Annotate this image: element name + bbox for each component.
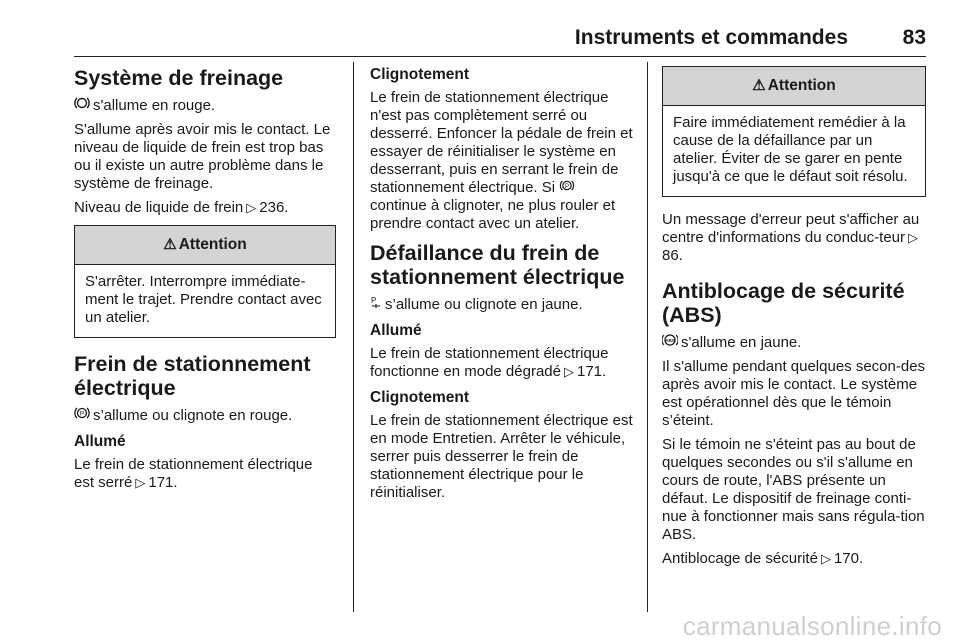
page-ref-link[interactable]: 236. bbox=[259, 199, 289, 216]
parking-indicator-line: P s’allume ou clignote en rouge. bbox=[74, 406, 336, 425]
page-ref-link[interactable]: 86. bbox=[662, 247, 683, 264]
attention-body: S'arrêter. Interrompre immédiate-ment le trajet. Prendre contact avec un atelier. bbox=[85, 273, 322, 326]
page-header bbox=[0, 0, 960, 58]
svg-text:ABS: ABS bbox=[665, 338, 675, 343]
page-ref-link[interactable]: 171. bbox=[148, 474, 178, 491]
parking-brake-icon bbox=[559, 179, 575, 197]
abs-icon bbox=[662, 333, 678, 352]
subheading-flashing: Clignotement bbox=[370, 389, 470, 406]
attention-box bbox=[74, 225, 336, 338]
subheading-flashing: Clignotement bbox=[370, 66, 470, 83]
attention-box bbox=[662, 66, 926, 197]
page-ref-link[interactable]: 171. bbox=[576, 363, 607, 380]
paragraph-degraded: Le frein de stationnement électrique fonctionne en mode dégradé ▷ 171. bbox=[370, 345, 609, 380]
page-number: 83 bbox=[902, 26, 926, 49]
page-ref-icon: ▷ bbox=[820, 551, 831, 566]
watermark: carmanualsonline.info bbox=[682, 611, 942, 641]
attention-body: Faire immédiatement remédier à la cause de la défaillance par un atelier. Éviter de se garer en pente jusqu'à ce que le défaut soit résolu. bbox=[673, 114, 908, 185]
attention-header: ⚠ Attention bbox=[663, 67, 925, 106]
page-ref-icon: ▷ bbox=[246, 200, 257, 215]
section-title-abs: Antiblocage de sécurité (ABS) bbox=[662, 279, 905, 327]
fault-indicator-line: P s’allume ou clignote en jaune. bbox=[371, 296, 583, 313]
header-rule bbox=[74, 56, 926, 57]
section-title-brake-system: Système de freinage bbox=[74, 66, 284, 90]
paragraph: Si le témoin ne s'éteint pas au bout de quelques secondes ou s'il s'allume en cours de route, l'ABS présente un défaut. Le dispositif de freinage conti-nue à fonctionner mais sans régula-tion ABS. bbox=[662, 436, 925, 543]
paragraph-abs-ref: Antiblocage de sécurité ▷ 170. bbox=[662, 550, 864, 567]
parking-brake-icon bbox=[74, 406, 90, 425]
svg-text:P: P bbox=[371, 296, 377, 305]
paragraph: Il s'allume pendant quelques secon-des après avoir mis le contact. Le système est opérationnel dès que le témoin s’éteint. bbox=[662, 358, 926, 429]
subheading-on: Allumé bbox=[370, 322, 422, 339]
page-ref-link[interactable]: 170. bbox=[833, 550, 864, 567]
brake-warning-icon bbox=[74, 96, 90, 115]
paragraph-flashing: Le frein de stationnement électrique n'est pas complètement serré ou desserré. Enfoncer la pédale de frein et essayer de réinitialiser le système en desserrant, puis en serrant le frein de stationnement électrique. Si P continue à clignoter, ne plus rouler et prendre contact avec un atelier. bbox=[370, 89, 633, 232]
svg-text:P: P bbox=[565, 183, 570, 190]
warning-icon: ⚠ bbox=[163, 236, 177, 253]
column-divider-2 bbox=[647, 62, 648, 612]
column-3 bbox=[662, 58, 926, 574]
column-divider-1 bbox=[353, 62, 354, 612]
subheading-on: Allumé bbox=[74, 433, 126, 450]
section-title-parking-fault: Défaillance du frein de stationnement électrique bbox=[370, 241, 625, 289]
paragraph-fluid-ref: Niveau de liquide de frein ▷ 236. bbox=[74, 199, 289, 216]
paragraph: S'allume après avoir mis le contact. Le niveau de liquide de frein est trop bas ou il existe un autre problème dans le système de freinage. bbox=[74, 121, 331, 192]
page-ref-icon: ▷ bbox=[908, 230, 918, 245]
section-title-parking-brake: Frein de stationnement électrique bbox=[74, 352, 311, 400]
paragraph-service-mode: Le frein de stationnement électrique est en mode Entretien. Arrêter le véhicule, serrer puis desserrer le frein de stationnement électrique pour le réinitialiser. bbox=[370, 412, 633, 501]
page-ref-icon: ▷ bbox=[135, 475, 146, 490]
brake-indicator-line: s'allume en rouge. bbox=[74, 96, 336, 115]
svg-text:P: P bbox=[79, 410, 85, 418]
page-ref-icon: ▷ bbox=[563, 364, 574, 379]
header-title: Instruments et commandes bbox=[574, 26, 848, 49]
paragraph-parking-on: Le frein de stationnement électrique est serré ▷ 171. bbox=[74, 456, 313, 491]
column-1 bbox=[74, 58, 336, 498]
parking-fault-icon bbox=[370, 295, 382, 314]
abs-indicator-line: ABS s'allume en jaune. bbox=[662, 333, 926, 352]
paragraph-error-message: Un message d'erreur peut s'afficher au centre d'informations du conduc-teur ▷86. bbox=[662, 211, 920, 264]
column-2 bbox=[370, 58, 634, 508]
attention-header: ⚠ Attention bbox=[75, 226, 335, 265]
warning-icon: ⚠ bbox=[752, 77, 766, 94]
